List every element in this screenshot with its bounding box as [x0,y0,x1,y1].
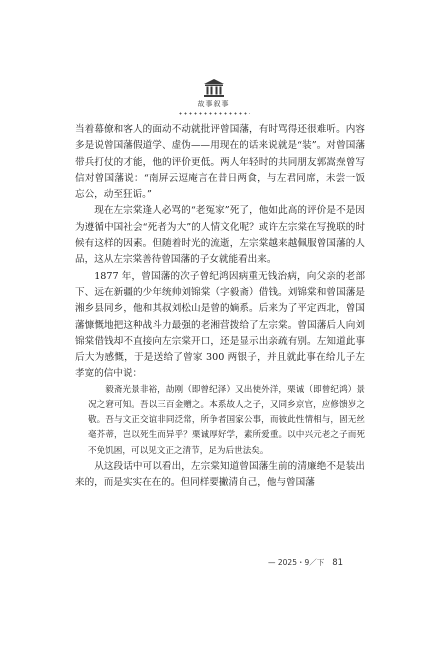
issue-label: — 2025・9／下 [268,558,325,567]
paragraph-closing: 从这段话中可以看出，左宗棠知道曾国藩生前的清廉绝不是装出来的，而是实实在在的。但同样要撇清自己，他与曾国藩 [75,460,365,489]
article-body [75,122,365,491]
page-number: 81 [332,558,344,568]
paragraph-3: 1877 年，曾国藩的次子曾纪鸿因病重无钱治病，向父亲的老部下、远在新疆的少年统帅刘锦棠（字毅斋）借钱。刘锦棠和曾国藩是湘乡县同乡，他和其叔刘松山是曾的嫡系。后来为了平定西北，曾国藩慷慨地把这种战斗力最强的老湘营拨给了左宗棠。曾国藩后人向刘锦棠借钱却不直接向左宗棠开口，还是显示出亲疏有别。左知道此事后大为感慨，于是送给了曾家 300 两银子，并且就此事在给儿子左孝宽的信中说： [75,270,365,380]
page-header [0,78,427,115]
paragraph-1: 当着幕僚和客人的面动不动就批评曾国藩，有时骂得还很难听。内容多是说曾国藩假道学、虚伪——用现在的话来说就是“装”。对曾国藩带兵打仗的才能，他的评价更低。两人年轻时的共同朋友郭嵩焘曾写信对曾国藩说：“南屏云逗庵言在昔日两食，与左君同席，未尝一饭忘公，动至狂诟。” [75,124,365,201]
header-dotted-rule [178,112,250,115]
page-footer [268,557,343,568]
column-title: 故事叙事 [197,100,230,108]
letter-quote: 毅斋光景非裕，劼刚（即曾纪泽）又出使外洋，栗诚（即曾纪鸿）景况之窘可知。吾以三百金赠之。本系故人之子，又同乡京官，应修馈岁之敬。吾与文正交谊非同泛常，所争者国家公事，而彼此性情相与，固无丝毫芥蒂，岂以死生而异乎？栗诚厚好学，素所爱重。以中兴元老之子而死不免饥困，可以见文正之清节，足为后世法矣。 [88,384,365,456]
temple-icon [203,78,225,98]
paragraph-2: 现在左宗棠逢人必骂的“老冤家”死了，他如此高的评价是不是因为遵循中国社会“死者为大”的人情文化呢？或许左宗棠在写挽联的时候有这样的因素。但随着时光的流逝，左宗棠越来越佩服曾国藩的人品，这从左宗棠善待曾国藩的子女就能看出来。 [75,205,365,266]
